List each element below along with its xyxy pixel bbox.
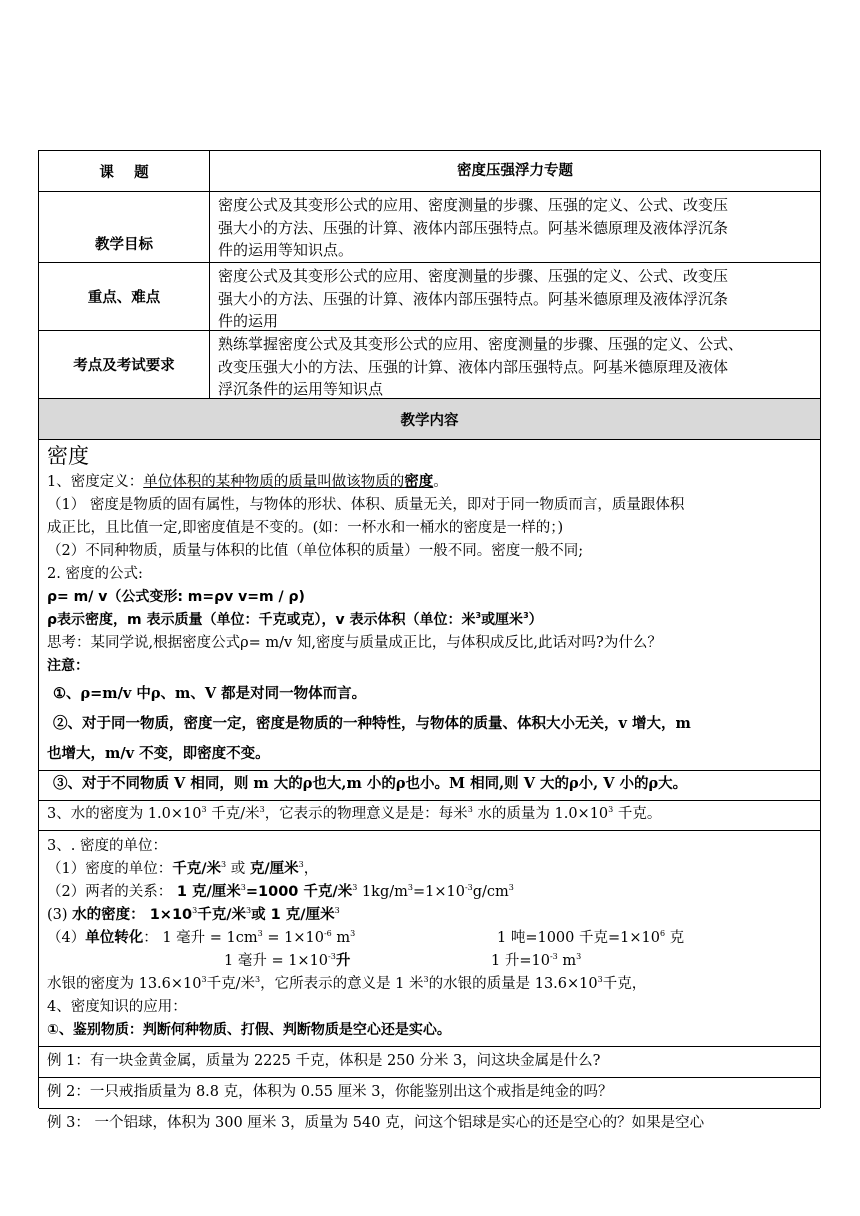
text: 千克/米 — [206, 806, 260, 822]
unit-heading: 3、. 密度的单位： — [47, 838, 167, 854]
example-2: 例 2：一只戒指质量为 8.8 克，体积为 0.55 厘米 3，你能鉴别出这个戒指是纯金的吗？ — [47, 1084, 613, 1100]
application-heading: 4、密度知识的应用： — [47, 999, 187, 1015]
water-density-line — [47, 804, 661, 824]
key-line: 密度公式及其变形公式的应用、密度测量的步骤、压强的定义、公式、改变压 — [218, 267, 729, 285]
sup: 3 — [350, 929, 356, 938]
key-row — [39, 263, 820, 331]
formula-meaning — [47, 610, 543, 630]
goal-line: 密度公式及其变形公式的应用、密度测量的步骤、压强的定义、公式、改变压 — [218, 196, 729, 214]
lesson-table — [38, 150, 821, 1131]
goal-row — [39, 192, 820, 263]
sup: 3 — [259, 805, 265, 814]
exam-text — [210, 331, 820, 398]
exam-label: 考点及考试要求 — [39, 331, 210, 398]
key-text — [210, 263, 820, 330]
bold-text: 克/厘米 — [249, 861, 299, 877]
goal-line: 件的运用等知识点。 — [218, 241, 354, 259]
text: 3、水的密度为 1.0×10 — [47, 806, 202, 822]
bold-text: 1 克/厘米 — [176, 884, 241, 900]
text: 1 吨=1000 千克=1×10 — [497, 930, 660, 946]
section-title: 教学内容 — [39, 399, 820, 440]
text: ρ表示密度，m 表示质量（单位：千克或克），v 表示体积（单位：米 — [47, 612, 476, 628]
text: ，它所表示的意义是 1 米 — [260, 976, 424, 992]
bold-text: 密度 — [404, 473, 434, 490]
think-line: 思考：某同学说,根据密度公式ρ= m/v 知,密度与质量成正比，与体积成反比,此话对吗?为什么？ — [47, 635, 662, 651]
text: 水的质量为 1.0×10 — [472, 806, 609, 822]
sup: 3 — [508, 883, 514, 892]
bold-text: 千克/米 — [197, 907, 247, 923]
text: m — [331, 930, 351, 946]
note-1: ①、ρ=m/v 中ρ、m、V 都是对同一物体而言。 — [53, 685, 367, 702]
text: 1、密度定义： — [47, 474, 144, 490]
text: ） — [528, 612, 543, 628]
text: （2）两者的关系： — [47, 884, 177, 900]
divider — [39, 770, 820, 771]
sup: 3 — [334, 906, 340, 915]
text: 或 — [226, 861, 250, 877]
text: m — [557, 953, 577, 969]
note-2: ②、对于同一物质，密度一定，密度是物质的一种特性，与物体的质量、体积大小无关，v 增大，m — [53, 715, 691, 732]
text: 或厘米 — [481, 612, 524, 628]
sup: 3 — [192, 906, 198, 915]
example-3: 例 3： 一个铝球，体积为 300 厘米 3，质量为 540 克，问这个铝球是实心的还是空心的？如果是空心 — [47, 1115, 705, 1131]
sup: 3 — [254, 975, 261, 984]
goal-text — [210, 192, 820, 262]
goal-label: 教学目标 — [39, 192, 210, 262]
topic-label: 课 题 — [39, 151, 210, 191]
key-line: 强大小的方法、压强的计算、液体内部压强特点。阿基米德原理及液体浮沉条 — [218, 289, 729, 308]
exam-line: 改变压强大小的方法、压强的计算、液体内部压强特点。阿基米德原理及液体 — [218, 357, 729, 376]
text-line: 2. 密度的公式: — [47, 566, 143, 582]
bold-text: 千克/米 — [172, 861, 222, 877]
text-line: 成正比，且比值一定,即密度值是不变的。(如：一杯水和一桶水的密度是一样的；) — [47, 520, 564, 536]
example-1: 例 1：有一块金黄金属，质量为 2225 千克，体积是 250 分米 3，问这块金属是什么? — [47, 1053, 601, 1069]
sup: 3 — [201, 805, 207, 814]
text: 水银的密度为 13.6×10 — [47, 976, 202, 992]
sup: 3 — [475, 611, 482, 620]
note-label: 注意： — [47, 658, 89, 674]
text: 千克， — [602, 976, 647, 992]
key-label: 重点、难点 — [39, 263, 210, 330]
text: =1×10 — [412, 884, 465, 900]
application-1: ①、鉴别物质：判断何种物质、打假、判断物质是空心还是实心。 — [47, 1022, 451, 1038]
text: (3) — [47, 907, 73, 923]
unit-line-2 — [47, 882, 514, 902]
bold-text: 升 — [335, 953, 351, 969]
text-line: （1） 密度是物质的固有属性，与物体的形状、体积、质量无关，即对于同一物质而言，质量跟体积 — [47, 497, 685, 513]
unit-line-5b — [491, 951, 581, 971]
divider — [39, 1046, 820, 1047]
divider — [39, 1108, 820, 1109]
bold-text: =1000 千克/米 — [245, 884, 353, 900]
text: （4） — [47, 930, 86, 946]
sup: 3 — [257, 929, 263, 938]
key-line: 件的运用 — [218, 312, 279, 330]
text: 的水银的质量是 13.6×10 — [428, 976, 598, 992]
sup: -3 — [328, 952, 336, 961]
heading-density: 密度 — [47, 444, 89, 468]
sup: 3 — [576, 952, 582, 961]
unit-line-1 — [47, 859, 318, 879]
text: 克 — [665, 930, 685, 946]
divider — [39, 800, 820, 801]
sup: 6 — [659, 929, 666, 938]
sup: -3 — [549, 952, 558, 961]
text: ，它表示的物理意义是是：每米 — [264, 806, 468, 822]
unit-line-4b — [497, 928, 684, 948]
text: 。 — [433, 474, 448, 490]
definition-line — [47, 472, 448, 492]
exam-row — [39, 331, 820, 399]
text: 1kg/m — [357, 884, 408, 900]
text: = 1×10 — [262, 930, 324, 946]
note-2-cont: 也增大，m/v 不变，即密度不变。 — [47, 745, 270, 762]
topic-value: 密度压强浮力专题 — [457, 162, 573, 179]
text: ： 1 毫升 = 1cm — [143, 930, 258, 946]
sup: 3 — [407, 883, 413, 892]
divider — [39, 830, 820, 831]
note-3: ③、对于不同物质 V 相同，则 m 大的ρ也大,m 小的ρ也小。M 相同,则 V 大的ρ小, V 小的ρ大。 — [53, 775, 688, 792]
sup: 3 — [423, 975, 429, 984]
sup: -3 — [464, 883, 473, 892]
sup: 3 — [597, 975, 603, 984]
text: ， — [303, 861, 319, 877]
sup: 3 — [523, 611, 529, 620]
text: g/cm — [472, 884, 509, 900]
unit-line-3 — [47, 905, 340, 925]
mercury-line — [47, 974, 646, 994]
goal-line: 强大小的方法、压强的计算、液体内部压强特点。阿基米德原理及液体浮沉条 — [218, 218, 729, 237]
unit-line-4 — [47, 928, 355, 948]
bold-text: 水的密度： 1×10 — [72, 907, 193, 923]
sup: 3 — [352, 883, 358, 892]
formula-line: ρ= m/ v（公式变形: m=ρv v=m / ρ) — [47, 589, 305, 605]
sup: 3 — [608, 805, 614, 814]
text: 千克。 — [613, 806, 662, 822]
sup: 3 — [240, 883, 246, 892]
text: 千克/米 — [206, 976, 255, 992]
sup: 3 — [467, 805, 473, 814]
text-line: （2）不同种物质，质量与体积的比值（单位体积的质量）一般不同。密度一般不同; — [47, 543, 584, 559]
text: 1 毫升 = 1×10 — [224, 953, 329, 969]
underlined-text: 单位体积的某种物质的质量叫做该物质的 — [143, 474, 405, 490]
text: （1）密度的单位： — [47, 861, 173, 877]
bold-text: 单位转化 — [85, 930, 144, 946]
sup: 3 — [221, 860, 227, 869]
sup: 3 — [246, 906, 252, 915]
sup: 3 — [201, 975, 207, 984]
text: 1 升=10 — [491, 953, 550, 969]
bold-text: 或 1 克/厘米 — [251, 907, 335, 923]
divider — [39, 1077, 820, 1078]
topic-row — [39, 151, 820, 192]
unit-line-5 — [224, 951, 350, 971]
exam-line: 熟练掌握密度公式及其变形公式的应用、密度测量的步骤、压强的定义、公式、 — [218, 335, 744, 353]
exam-line: 浮沉条件的运用等知识点 — [218, 380, 384, 398]
sup: 3 — [298, 860, 304, 869]
sup: -6 — [323, 929, 332, 938]
